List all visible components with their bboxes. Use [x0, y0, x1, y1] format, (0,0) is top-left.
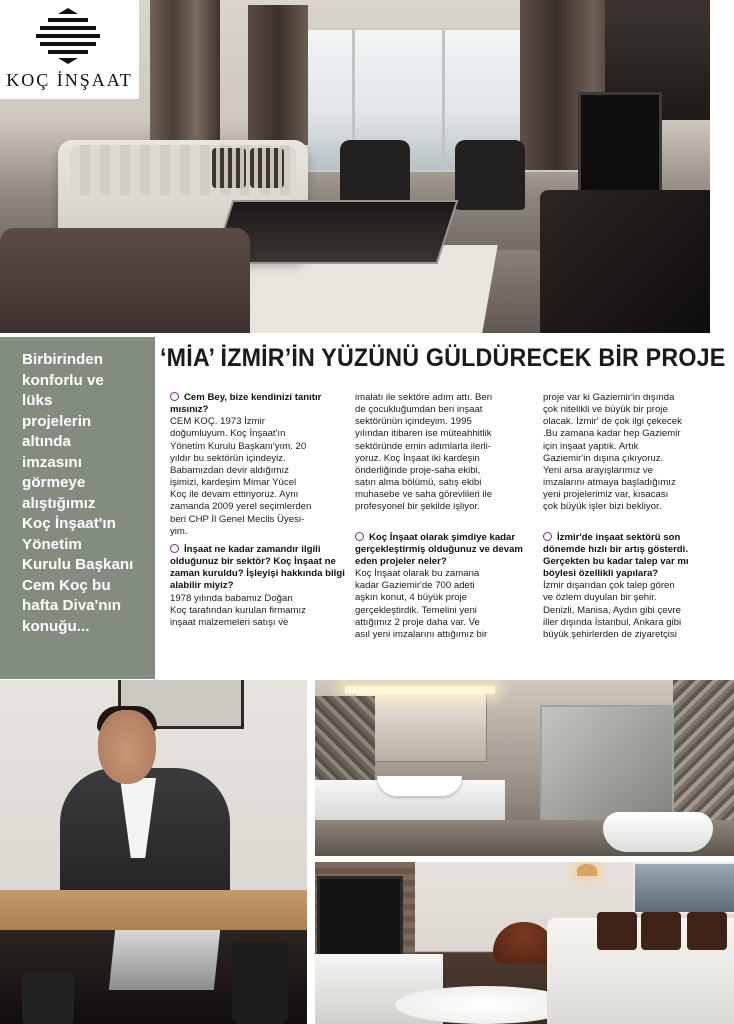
window [633, 862, 734, 914]
logo-text: KOÇ İNŞAAT [6, 70, 133, 90]
cushion [597, 912, 637, 950]
sink [377, 776, 462, 796]
logo [0, 0, 139, 99]
lounge-photo [315, 862, 734, 1024]
portrait-photo [0, 680, 307, 1024]
bathroom-photo [315, 680, 734, 856]
question: İnşaat ne kadar zamandır ilgili olduğunuz bir sektör? Koç İnşaat ne zaman kuruldu? İşleyişi hakkında bilgi alabilir miyiz? [170, 543, 345, 592]
bullet-icon [170, 544, 179, 553]
mosaic-wall [315, 696, 375, 786]
article-headline: ‘MİA’ İZMİR’İN YÜZÜNÜ GÜLDÜRECEK BİR PROJE [160, 344, 726, 372]
article-column-2 [355, 392, 535, 641]
bullet-icon [543, 532, 552, 541]
striped-pillow [250, 148, 284, 188]
armchair [455, 140, 525, 210]
striped-pillow [212, 148, 246, 188]
foreground-sofa [0, 228, 250, 333]
bullet-icon [170, 392, 179, 401]
question: Cem Bey, bize kendinizi tanıtır mısınız? [170, 392, 322, 416]
cushion [641, 912, 681, 950]
article-column-3 [543, 392, 723, 641]
television [317, 876, 403, 966]
television [578, 92, 662, 198]
answer: 1978 yılında babamız Doğan Koç tarafından kurulan firmamız inşaat malzemeleri satışı ve [170, 592, 306, 628]
tv-cabinet [540, 190, 710, 333]
answer: imalatı ile sektöre adım attı. Ben de çocukluğumdan beri inşaat sektörünün içindeyim. 1995 yılından itibaren ise müteahhitlik sektöründe emin adımlarla ilerli- yoruz. Koç İnşaat iki kardeşin önderliğinde proje-saha ekibi, satın alma bölümü, satış ekibi muhasebe ve saha görevlileri ile profesyonel bir şekilde işliyor. [355, 392, 493, 513]
question: Koç İnşaat olarak şimdiye kadar gerçekleştirmiş olduğunuz ve devam eden projeler neler? [355, 531, 523, 567]
wall-lamp [577, 864, 597, 876]
curtain [150, 0, 220, 150]
ceiling-light [345, 686, 495, 694]
bullet-icon [355, 532, 364, 541]
article-column-1 [170, 392, 350, 629]
logo-mark-icon [34, 6, 102, 68]
face [98, 710, 156, 784]
question: İzmir'de inşaat sektörü son dönemde hızlı bir artış gösterdi. Gerçekten bu kadar talep var mı böylesi özellikli yapılara? [543, 531, 689, 580]
laptop [109, 930, 220, 990]
intro-text: Birbirinden konforlu ve lüks projelerin altında imzasını görmeye alıştığımız Koç İnşaat'ın Yönetim Kurulu Başkanı Cem Koç bu hafta Diva'nın konuğu... [22, 351, 134, 635]
curtain [248, 5, 308, 145]
accent-chair [493, 922, 555, 964]
cushion [687, 912, 727, 950]
answer: Koç İnşaat olarak bu zamana kadar Gaziemir'de 700 adeti aşkın konut, 4 büyük proje gerçekleştirdik. Temelini yeni attığımız 2 proje daha var. Ve asıl yeni imzalarını attığımız bir [355, 568, 488, 640]
desk-phone [232, 942, 288, 1024]
answer: İzmir dışarıdan çok talep gören ve özlem duyulan bir şehir. Denizli, Manisa, Aydın gibi çevre iller dışında İstanbul, Ankara gibi büyük şehirlerden de ziyaretçisi [543, 580, 682, 640]
pen-holder [22, 972, 74, 1024]
answer: proje var ki Gaziemir'in dışında çok nitelikli ve büyük bir proje olacak. İzmir' de çok ilgi çekecek .Bu zamana kadar hep Gaziemir için inşaat yaptık. Artık Gaziemir'in dışına çıkıyoruz. Yeni arsa arayışlarımız ve imzalarını atmaya başladığımız yeni projelerimiz var, kısacası çok büyük işler bizi bekliyor. [543, 392, 682, 513]
toilet [603, 812, 713, 852]
answer: CEM KOÇ. 1973 İzmir doğumluyum. Koç İnşaat'ın Yönetim Kurulu Başkanı'yım. 20 yıldır bu sektörün içindeyiz. Babamızdan devir aldığımız işimizi, kardeşim Mimar Yücel Koç ile devam ettiriyoruz. Aynı zamanda 2009 yerel seçimlerden beri CHP İl Genel Meclis Üyesi- yim. [170, 416, 312, 537]
